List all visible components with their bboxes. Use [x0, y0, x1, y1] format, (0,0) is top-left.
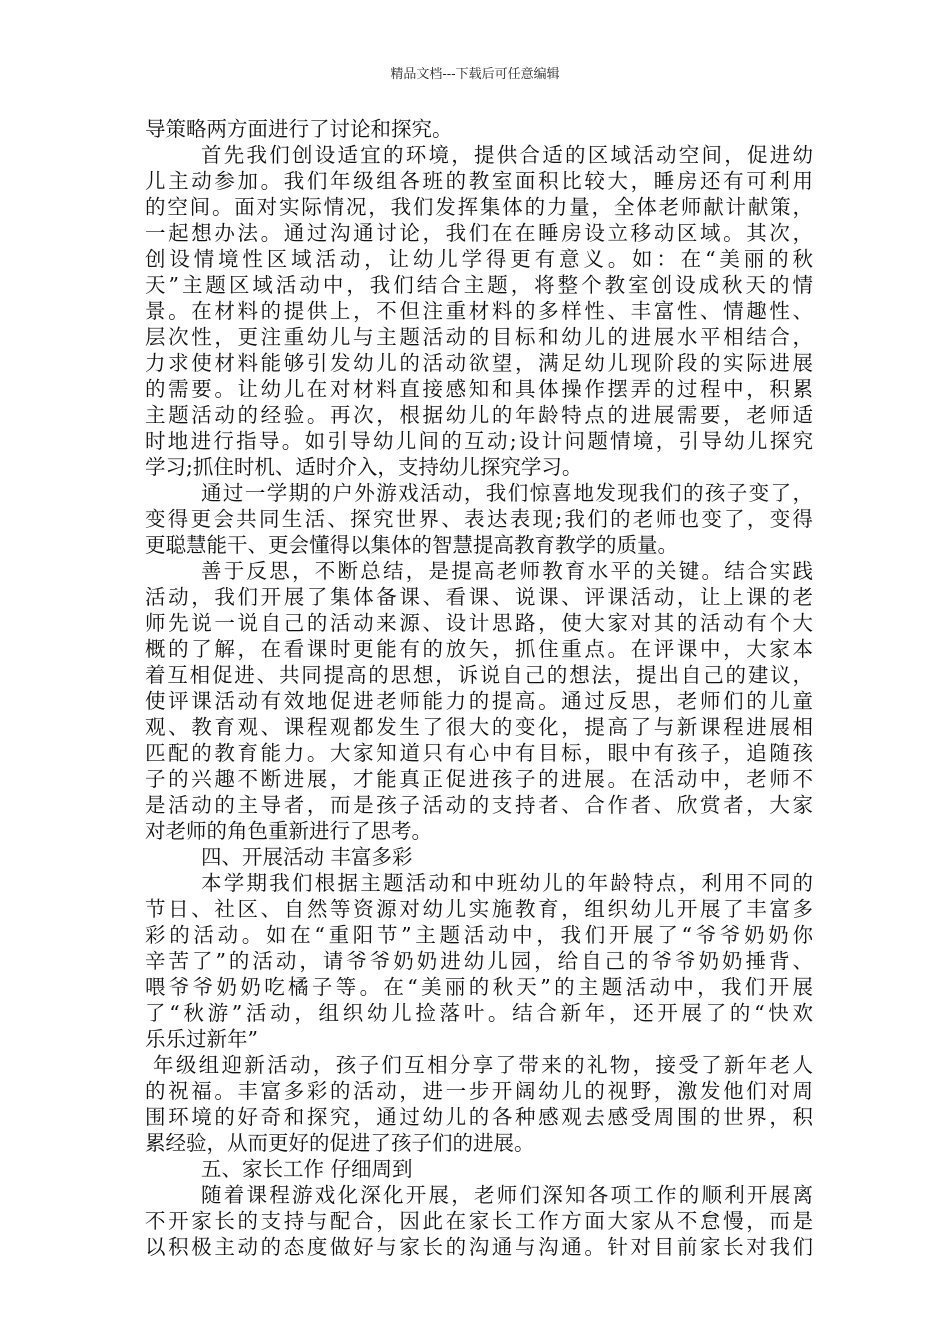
text-line: 不开家长的支持与配合，因此在家长工作方面大家从不怠慢，而是	[145, 1209, 813, 1233]
text-line: 使评课活动有效地促进老师能力的提高。通过反思，老师们的儿童	[145, 689, 813, 713]
text-line: 节日、社区、自然等资源对幼儿实施教育，组织幼儿开展了丰富多	[145, 897, 813, 921]
text-line: 随着课程游戏化深化开展，老师们深知各项工作的顺利开展离	[201, 1183, 813, 1207]
text-line: 彩的活动。如在“重阳节”主题活动中，我们开展了“爷爷奶奶你	[145, 923, 813, 947]
text-line: 乐乐过新年”	[145, 1027, 258, 1051]
text-line: 以积极主动的态度做好与家长的沟通与沟通。针对目前家长对我们	[145, 1235, 813, 1259]
text-line: 围环境的好奇和探究，通过幼儿的各种感观去感受周围的世界，积	[145, 1105, 813, 1129]
text-line: 子的兴趣不断进展，才能真正促进孩子的进展。在活动中，老师不	[145, 767, 813, 791]
text-line: 活动，我们开展了集体备课、看课、说课、评课活动，让上课的老	[145, 585, 813, 609]
text-line: 通过一学期的户外游戏活动，我们惊喜地发现我们的孩子变了，	[201, 481, 813, 505]
text-line: 对老师的角色重新进行了思考。	[145, 819, 432, 843]
text-line: 变得更会共同生活、探究世界、表达表现;我们的老师也变了，变得	[145, 507, 813, 531]
document-body	[145, 116, 813, 1260]
text-line: 的祝福。丰富多彩的活动，进一步开阔幼儿的视野，激发他们对周	[145, 1079, 813, 1103]
text-line: 层次性，更注重幼儿与主题活动的目标和幼儿的进展水平相结合，	[145, 325, 813, 349]
text-line: 的空间。面对实际情况，我们发挥集体的力量，全体老师献计献策，	[145, 195, 813, 219]
text-line: 观、教育观、课程观都发生了很大的变化，提高了与新课程进展相	[145, 715, 813, 739]
text-line: 五、家长工作 仔细周到	[201, 1157, 413, 1181]
text-line: 学习;抓住时机、适时介入，支持幼儿探究学习。	[145, 455, 583, 479]
text-line: 匹配的教育能力。大家知道只有心中有目标，眼中有孩子，追随孩	[145, 741, 813, 765]
text-line: 本学期我们根据主题活动和中班幼儿的年龄特点，利用不同的	[201, 871, 813, 895]
text-line: 概的了解，在看课时更能有的放矢，抓住重点。在评课中，大家本	[145, 637, 813, 661]
text-line: 首先我们创设适宜的环境，提供合适的区域活动空间，促进幼	[201, 143, 813, 167]
text-line: 主题活动的经验。再次，根据幼儿的年龄特点的进展需要，老师适	[145, 403, 813, 427]
text-line: 着互相促进、共同提高的思想，诉说自己的想法，提出自己的建议，	[145, 663, 813, 687]
page-header: 精品文档---下载后可任意编辑	[390, 67, 560, 82]
text-line: 喂爷爷奶奶吃橘子等。在“美丽的秋天”的主题活动中，我们开展	[145, 975, 813, 999]
text-line: 时地进行指导。如引导幼儿间的互动;设计问题情境，引导幼儿探究	[145, 429, 813, 453]
text-line: 一起想办法。通过沟通讨论，我们在在睡房设立移动区域。其次，	[145, 221, 813, 245]
text-line: 年级组迎新活动，孩子们互相分享了带来的礼物，接受了新年老人	[153, 1053, 813, 1077]
text-line: 景。在材料的提供上，不但注重材料的多样性、丰富性、情趣性、	[145, 299, 813, 323]
text-line: 师先说一说自己的活动来源、设计思路，使大家对其的活动有个大	[145, 611, 813, 635]
text-line: 是活动的主导者，而是孩子活动的支持者、合作者、欣赏者，大家	[145, 793, 813, 817]
text-line: 的需要。让幼儿在对材料直接感知和具体操作摆弄的过程中，积累	[145, 377, 813, 401]
text-line: 创设情境性区域活动，让幼儿学得更有意义。如：在“美丽的秋	[145, 247, 813, 271]
text-line: 了“秋游”活动，组织幼儿捡落叶。结合新年，还开展了的“快欢	[145, 1001, 813, 1025]
text-line: 更聪慧能干、更会懂得以集体的智慧提高教育教学的质量。	[145, 533, 678, 557]
text-line: 累经验，从而更好的促进了孩子们的进展。	[145, 1131, 535, 1155]
text-line: 四、开展活动 丰富多彩	[201, 845, 413, 869]
text-line: 辛苦了”的活动，请爷爷奶奶进幼儿园，给自己的爷爷奶奶捶背、	[145, 949, 813, 973]
text-line: 儿主动参加。我们年级组各班的教室面积比较大，睡房还有可利用	[145, 169, 813, 193]
text-line: 导策略两方面进行了讨论和探究。	[145, 117, 453, 141]
text-line: 善于反思，不断总结，是提高老师教育水平的关键。结合实践	[201, 559, 813, 583]
text-line: 天”主题区域活动中，我们结合主题，将整个教室创设成秋天的情	[145, 273, 813, 297]
text-line: 力求使材料能够引发幼儿的活动欲望，满足幼儿现阶段的实际进展	[145, 351, 813, 375]
